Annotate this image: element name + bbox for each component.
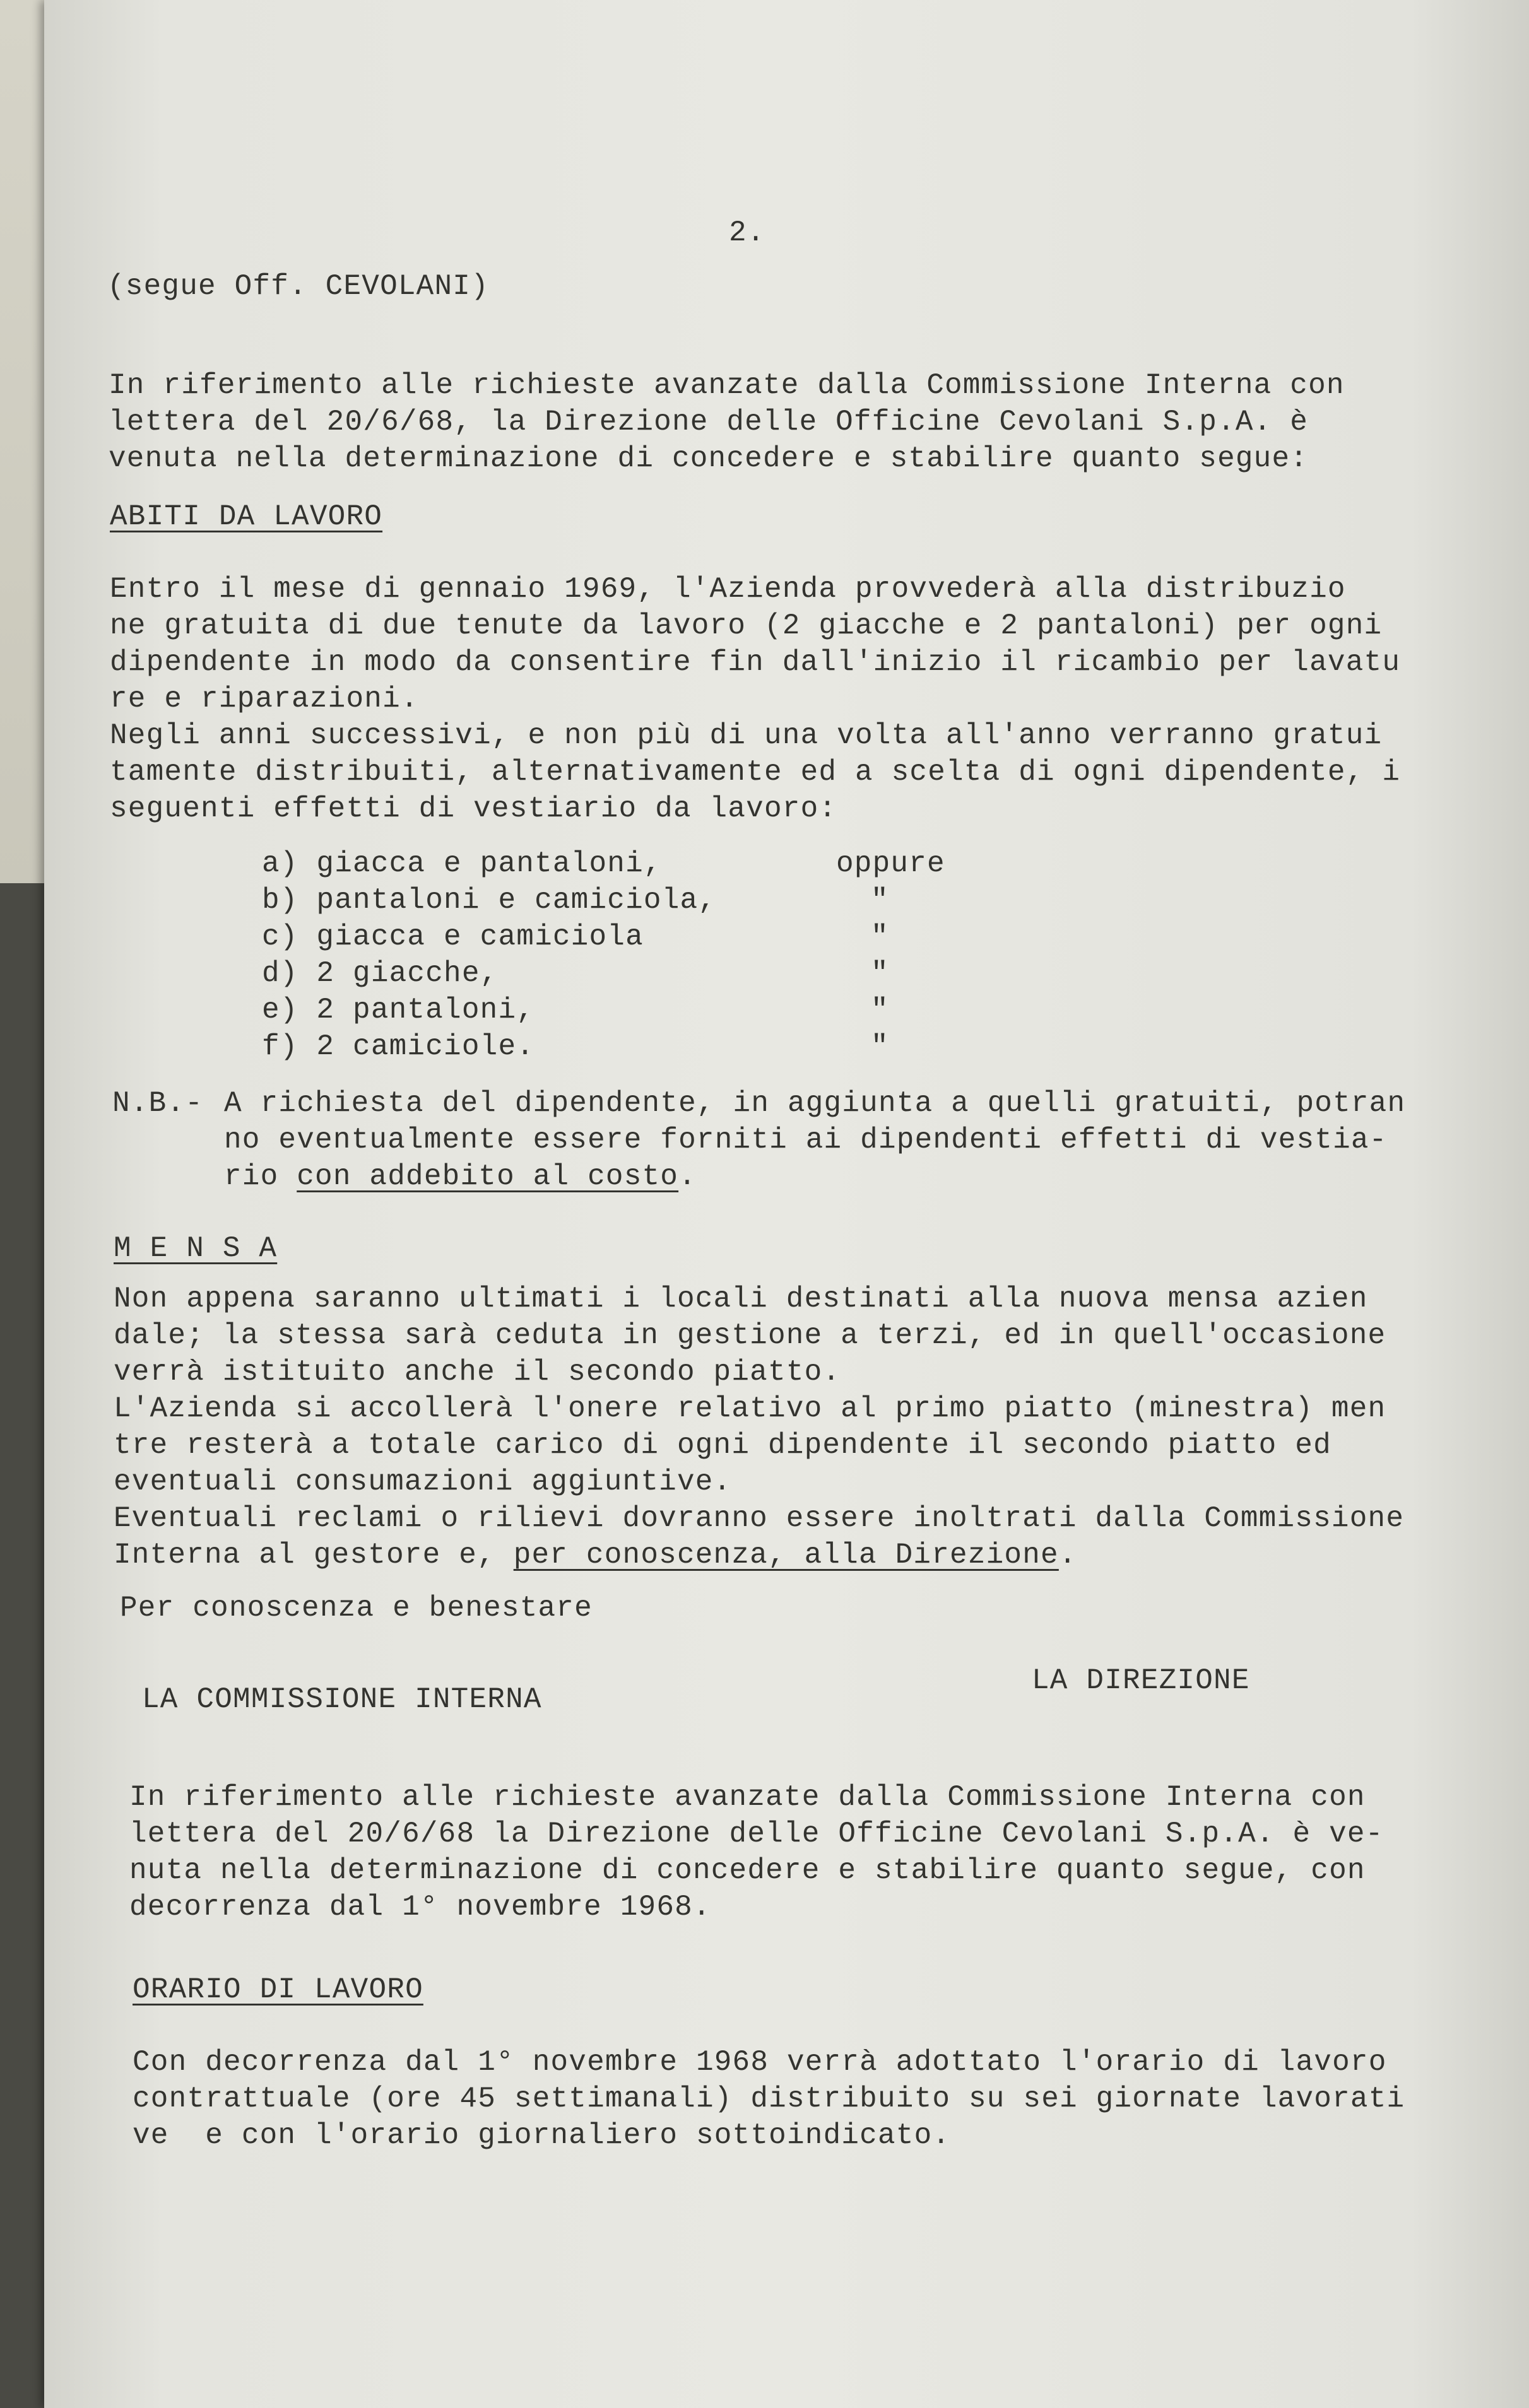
nb-label: N.B.- [112, 1087, 204, 1120]
list-item: a) giacca e pantaloni, [262, 847, 662, 880]
text-line: re e riparazioni. [110, 683, 419, 715]
text-line: tamente distribuiti, alternativamente ed a scelta di ogni dipendente, i [110, 756, 1401, 789]
document-page [44, 0, 1529, 2408]
text-line: contrattuale (ore 45 settimanali) distribuito su sei giornate lavorati [133, 2082, 1405, 2115]
approval-line: Per conoscenza e benestare [120, 1592, 593, 1624]
text-segment: Interna al gestore e, [114, 1539, 514, 1571]
signature-commissione: LA COMMISSIONE INTERNA [142, 1683, 542, 1716]
text-line: Entro il mese di gennaio 1969, l'Azienda provvederà alla distribuzio [110, 573, 1346, 606]
text-line [224, 1158, 697, 1195]
text-line: tre resterà a totale carico di ogni dipendente il secondo piatto ed [114, 1429, 1331, 1462]
text-line: decorrenza dal 1° novembre 1968. [129, 1891, 711, 1923]
text-line: nuta nella determinazione di concedere e stabilire quanto segue, con [129, 1854, 1366, 1887]
text-line: Con decorrenza dal 1° novembre 1968 verrà adottato l'orario di lavoro [133, 2046, 1387, 2079]
text-line: A richiesta del dipendente, in aggiunta a quelli gratuiti, potran [224, 1087, 1406, 1120]
underlined-phrase: per conoscenza, alla Direzione [513, 1539, 1059, 1571]
list-item: f) 2 camiciole. [262, 1030, 535, 1063]
section-heading-abiti: ABITI DA LAVORO [110, 500, 383, 533]
section-heading-orario: ORARIO DI LAVORO [133, 1973, 423, 2006]
list-item-mark: " [871, 1030, 889, 1063]
text-line: dale; la stessa sarà ceduta in gestione a terzi, ed in quell'occasione [114, 1319, 1386, 1352]
list-item-mark: " [871, 957, 889, 990]
text-line: lettera del 20/6/68, la Direzione delle Officine Cevolani S.p.A. è [109, 406, 1309, 438]
list-item: b) pantaloni e camiciola, [262, 884, 717, 917]
signature-direzione: LA DIREZIONE [1032, 1664, 1250, 1697]
list-item-mark: " [871, 884, 889, 917]
list-item: c) giacca e camiciola [262, 920, 644, 953]
text-line: L'Azienda si accollerà l'onere relativo al primo piatto (minestra) men [114, 1392, 1386, 1425]
list-item-mark: " [871, 994, 889, 1026]
text-segment: . [678, 1160, 697, 1193]
text-line: Non appena saranno ultimati i locali destinati alla nuova mensa azien [114, 1283, 1368, 1315]
text-segment: rio [224, 1160, 297, 1193]
text-line: In riferimento alle richieste avanzate dalla Commissione Interna con [109, 369, 1345, 402]
section-heading-mensa: M E N S A [114, 1232, 278, 1265]
list-item-mark: oppure [836, 847, 945, 880]
text-line: seguenti effetti di vestiario da lavoro: [110, 792, 837, 825]
text-line: Eventuali reclami o rilievi dovranno essere inoltrati dalla Commissione [114, 1502, 1405, 1535]
text-line: venuta nella determinazione di concedere e stabilire quanto segue: [109, 442, 1309, 475]
text-line: ve e con l'orario giornaliero sottoindicato. [133, 2119, 951, 2152]
text-line: no eventualmente essere forniti ai dipendenti effetti di vestia- [224, 1124, 1388, 1156]
text-line: In riferimento alle richieste avanzate dalla Commissione Interna con [129, 1781, 1366, 1814]
list-item-mark: " [871, 920, 889, 953]
text-line [114, 1537, 1077, 1573]
underlined-phrase: con addebito al costo [297, 1160, 679, 1193]
text-line: Negli anni successivi, e non più di una volta all'anno verranno gratui [110, 719, 1383, 752]
page-number: 2. [729, 216, 765, 249]
text-line: lettera del 20/6/68 la Direzione delle Officine Cevolani S.p.A. è ve- [129, 1818, 1384, 1850]
text-line: eventuali consumazioni aggiuntive. [114, 1465, 732, 1498]
text-segment: . [1058, 1539, 1077, 1571]
list-item: e) 2 pantaloni, [262, 994, 535, 1026]
text-line: ne gratuita di due tenute da lavoro (2 giacche e 2 pantaloni) per ogni [110, 609, 1383, 642]
text-line: verrà istituito anche il secondo piatto. [114, 1356, 841, 1389]
list-item: d) 2 giacche, [262, 957, 499, 990]
text-line: dipendente in modo da consentire fin dall'inizio il ricambio per lavatu [110, 646, 1401, 679]
continuation-note: (segue Off. CEVOLANI) [107, 270, 489, 303]
